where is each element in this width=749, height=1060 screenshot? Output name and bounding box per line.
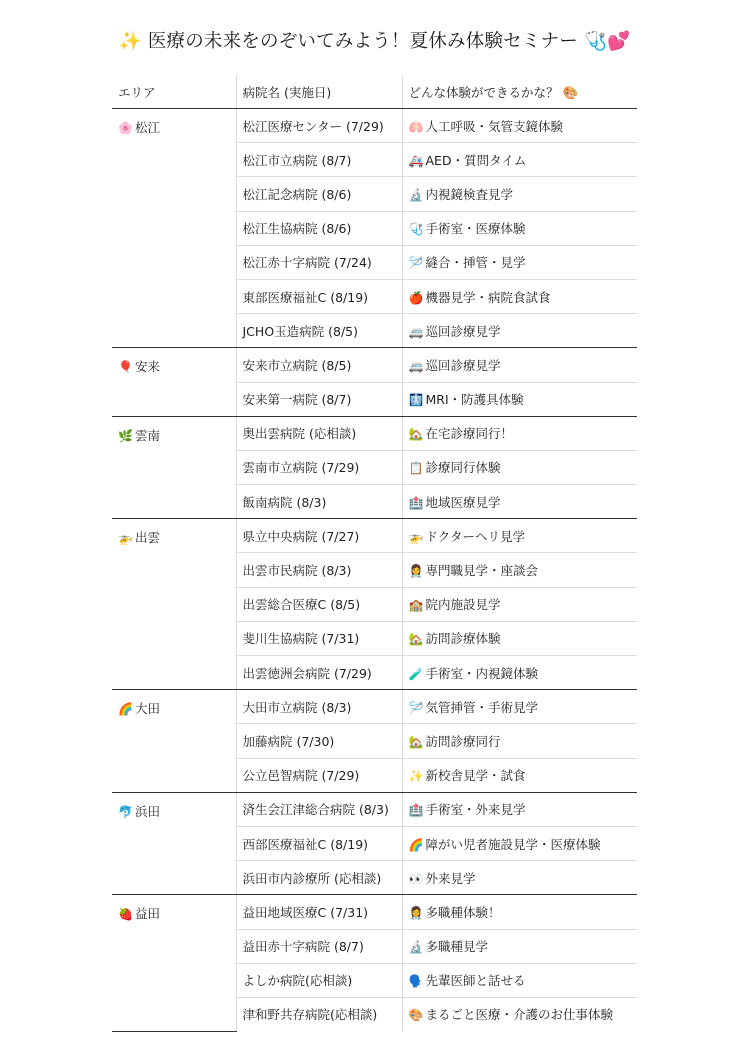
table-row bbox=[112, 416, 637, 450]
experience-emoji-icon: 🚁 bbox=[408, 529, 424, 544]
experience-emoji-icon: 🫁 bbox=[408, 119, 424, 134]
hospital-name: 大田市立病院 (8/3) bbox=[236, 690, 402, 724]
hospital-name: 出雲総合医療C (8/5) bbox=[236, 587, 402, 621]
experience-cell bbox=[402, 382, 637, 416]
experience-emoji-icon: 🍎 bbox=[408, 290, 424, 305]
experience-cell bbox=[402, 792, 637, 826]
experience-emoji-icon: 🚐 bbox=[408, 358, 424, 373]
experience-cell bbox=[402, 245, 637, 279]
experience-cell bbox=[402, 279, 637, 313]
hospital-name: 加藤病院 (7/30) bbox=[236, 724, 402, 758]
table-header-row bbox=[112, 75, 637, 109]
hospital-name: よしか病院(応相談) bbox=[236, 963, 402, 997]
experience-text: 院内施設見学 bbox=[425, 597, 501, 613]
experience-text: 多職種見学 bbox=[425, 939, 489, 955]
experience-text: 巡回診療見学 bbox=[425, 357, 501, 373]
hospital-name: 松江赤十字病院 (7/24) bbox=[236, 245, 402, 279]
experience-text: 手術室・外来見学 bbox=[425, 802, 526, 818]
experience-text: 手術室・医療体験 bbox=[425, 221, 526, 237]
experience-column-header: どんな体験ができるかな？ 🎨 bbox=[402, 75, 637, 109]
hospital-name: 益田赤十字病院 (8/7) bbox=[236, 929, 402, 963]
experience-text: 外来見学 bbox=[425, 870, 476, 886]
experience-text: 巡回診療見学 bbox=[425, 323, 501, 339]
experience-text: 訪問診療同行 bbox=[425, 733, 501, 749]
area-cell bbox=[112, 109, 236, 348]
area-label: 松江 bbox=[135, 120, 161, 135]
hospital-name: 奥出雲病院 (応相談) bbox=[236, 416, 402, 450]
experience-emoji-icon: 🔬 bbox=[408, 187, 424, 202]
hospital-name: 出雲市民病院 (8/3) bbox=[236, 553, 402, 587]
table-row bbox=[112, 348, 637, 382]
hospital-name: 済生会江津総合病院 (8/3) bbox=[236, 792, 402, 826]
table-row bbox=[112, 109, 637, 143]
experience-emoji-icon: 🏡 bbox=[408, 632, 424, 647]
experience-emoji-icon: 🏡 bbox=[408, 734, 424, 749]
area-label: 出雲 bbox=[135, 530, 161, 546]
experience-cell bbox=[402, 211, 637, 245]
hospital-name: 雲南市立病院 (7/29) bbox=[236, 450, 402, 484]
experience-text: 気管挿管・手術見学 bbox=[425, 699, 539, 715]
experience-emoji-icon: 📋 bbox=[408, 461, 424, 476]
hospital-name: 浜田市内診療所 (応相談) bbox=[236, 861, 402, 895]
experience-emoji-icon: 👩‍⚕️ bbox=[408, 905, 424, 920]
table-row bbox=[112, 519, 637, 553]
area-emoji-icon: 🚁 bbox=[118, 531, 133, 546]
experience-emoji-icon: 🔬 bbox=[408, 940, 424, 955]
hospital-name: 安来市立病院 (8/5) bbox=[236, 348, 402, 382]
experience-text: 在宅診療同行！ bbox=[425, 426, 514, 442]
hospital-name: 出雲徳洲会病院 (7/29) bbox=[236, 656, 402, 690]
experience-text: 人工呼吸・気管支鏡体験 bbox=[425, 118, 564, 134]
page-title: ✨ 医療の未来をのぞいてみよう！夏休み体験セミナー 🩺💕 bbox=[118, 31, 631, 52]
experience-emoji-icon: 🧪 bbox=[408, 666, 424, 681]
experience-cell bbox=[402, 895, 637, 929]
table-row bbox=[112, 690, 637, 724]
experience-text: 機器見学・病院食試食 bbox=[425, 289, 551, 305]
experience-cell bbox=[402, 109, 637, 143]
experience-cell bbox=[402, 587, 637, 621]
experience-emoji-icon: ✨ bbox=[408, 769, 424, 784]
area-emoji-icon: 🐬 bbox=[118, 804, 133, 819]
experience-emoji-icon: 🏫 bbox=[408, 598, 424, 613]
area-label: 浜田 bbox=[135, 803, 161, 819]
experience-emoji-icon: 🩺 bbox=[408, 222, 424, 237]
experience-text: 専門職見学・座談会 bbox=[425, 563, 539, 579]
area-emoji-icon: 🌸 bbox=[118, 121, 133, 135]
experience-cell bbox=[402, 485, 637, 519]
experience-cell bbox=[402, 826, 637, 860]
hospital-name: 東部医療福祉C (8/19) bbox=[236, 279, 402, 313]
experience-text: 手術室・内視鏡体験 bbox=[425, 665, 539, 681]
experience-emoji-icon: 🚐 bbox=[408, 324, 424, 339]
seminar-table bbox=[112, 75, 637, 1032]
experience-cell bbox=[402, 553, 637, 587]
hospital-name: 西部医療福祉C (8/19) bbox=[236, 826, 402, 860]
experience-text: 訪問診療体験 bbox=[425, 631, 501, 647]
experience-cell bbox=[402, 997, 637, 1031]
area-cell bbox=[112, 519, 236, 690]
hospital-name: 松江市立病院 (8/7) bbox=[236, 143, 402, 177]
experience-emoji-icon: 🪡 bbox=[408, 700, 424, 715]
table-row bbox=[112, 895, 637, 929]
experience-text: 新校舎見学・試食 bbox=[425, 768, 526, 784]
experience-emoji-icon: 👩‍⚕️ bbox=[408, 564, 424, 579]
hospital-column-header: 病院名 (実施日) bbox=[236, 75, 402, 109]
experience-emoji-icon: 🏥 bbox=[408, 495, 424, 510]
table-row bbox=[112, 792, 637, 826]
experience-emoji-icon: 🏡 bbox=[408, 427, 424, 442]
experience-cell bbox=[402, 177, 637, 211]
experience-cell bbox=[402, 929, 637, 963]
experience-emoji-icon: 🗣️ bbox=[408, 974, 424, 989]
experience-text: 内視鏡検査見学 bbox=[425, 186, 514, 202]
hospital-name: 飯南病院 (8/3) bbox=[236, 485, 402, 519]
hospital-name: 益田地域医療C (7/31) bbox=[236, 895, 402, 929]
experience-cell bbox=[402, 621, 637, 655]
hospital-name: 松江生協病院 (8/6) bbox=[236, 211, 402, 245]
hospital-name: 公立邑智病院 (7/29) bbox=[236, 758, 402, 792]
experience-text: 多職種体験！ bbox=[425, 904, 501, 920]
experience-text: まるごと医療・介護のお仕事体験 bbox=[425, 1007, 614, 1023]
experience-cell bbox=[402, 690, 637, 724]
area-label: 雲南 bbox=[135, 427, 161, 443]
experience-text: 診療同行体験 bbox=[425, 460, 501, 476]
experience-emoji-icon: 🎨 bbox=[408, 1008, 424, 1023]
hospital-name: 県立中央病院 (7/27) bbox=[236, 519, 402, 553]
experience-cell bbox=[402, 519, 637, 553]
experience-text: 縫合・挿管・見学 bbox=[425, 255, 526, 271]
hospital-name: 安来第一病院 (8/7) bbox=[236, 382, 402, 416]
hospital-name: 津和野共存病院(応相談) bbox=[236, 997, 402, 1031]
experience-emoji-icon: 🌈 bbox=[408, 837, 424, 852]
area-cell bbox=[112, 416, 236, 519]
experience-text: ドクターヘリ見学 bbox=[425, 528, 526, 544]
experience-emoji-icon: 🏥 bbox=[408, 803, 424, 818]
area-label: 益田 bbox=[135, 906, 161, 922]
area-emoji-icon: 🎈 bbox=[118, 360, 133, 375]
hospital-name: 松江記念病院 (8/6) bbox=[236, 177, 402, 211]
area-cell bbox=[112, 690, 236, 793]
experience-emoji-icon: 🚑 bbox=[408, 153, 424, 168]
experience-cell bbox=[402, 416, 637, 450]
experience-emoji-icon: 🪡 bbox=[408, 256, 424, 271]
experience-text: AED・質問タイム bbox=[425, 152, 527, 168]
area-label: 大田 bbox=[135, 701, 161, 717]
area-cell bbox=[112, 348, 236, 416]
experience-cell bbox=[402, 314, 637, 348]
hospital-name: 松江医療センター (7/29) bbox=[236, 109, 402, 143]
area-cell bbox=[112, 895, 236, 1031]
experience-text: 障がい児者施設見学・医療体験 bbox=[425, 836, 601, 852]
experience-cell bbox=[402, 143, 637, 177]
experience-cell bbox=[402, 450, 637, 484]
hospital-name: 斐川生協病院 (7/31) bbox=[236, 621, 402, 655]
area-cell bbox=[112, 792, 236, 895]
area-emoji-icon: 🍓 bbox=[118, 907, 133, 922]
area-emoji-icon: 🌈 bbox=[118, 702, 133, 717]
experience-text: 地域医療見学 bbox=[425, 494, 501, 510]
experience-cell bbox=[402, 656, 637, 690]
experience-cell bbox=[402, 758, 637, 792]
experience-cell bbox=[402, 861, 637, 895]
area-column-header: エリア bbox=[112, 75, 236, 109]
experience-emoji-icon: 👀 bbox=[408, 871, 424, 886]
experience-cell bbox=[402, 348, 637, 382]
experience-emoji-icon: 🩻 bbox=[408, 393, 424, 408]
area-label: 安来 bbox=[135, 359, 161, 375]
experience-text: 先輩医師と話せる bbox=[425, 973, 526, 989]
area-emoji-icon: 🌿 bbox=[118, 428, 133, 443]
experience-cell bbox=[402, 963, 637, 997]
hospital-name: JCHO玉造病院 (8/5) bbox=[236, 314, 402, 348]
experience-cell bbox=[402, 724, 637, 758]
experience-text: MRI・防護具体験 bbox=[425, 392, 524, 408]
